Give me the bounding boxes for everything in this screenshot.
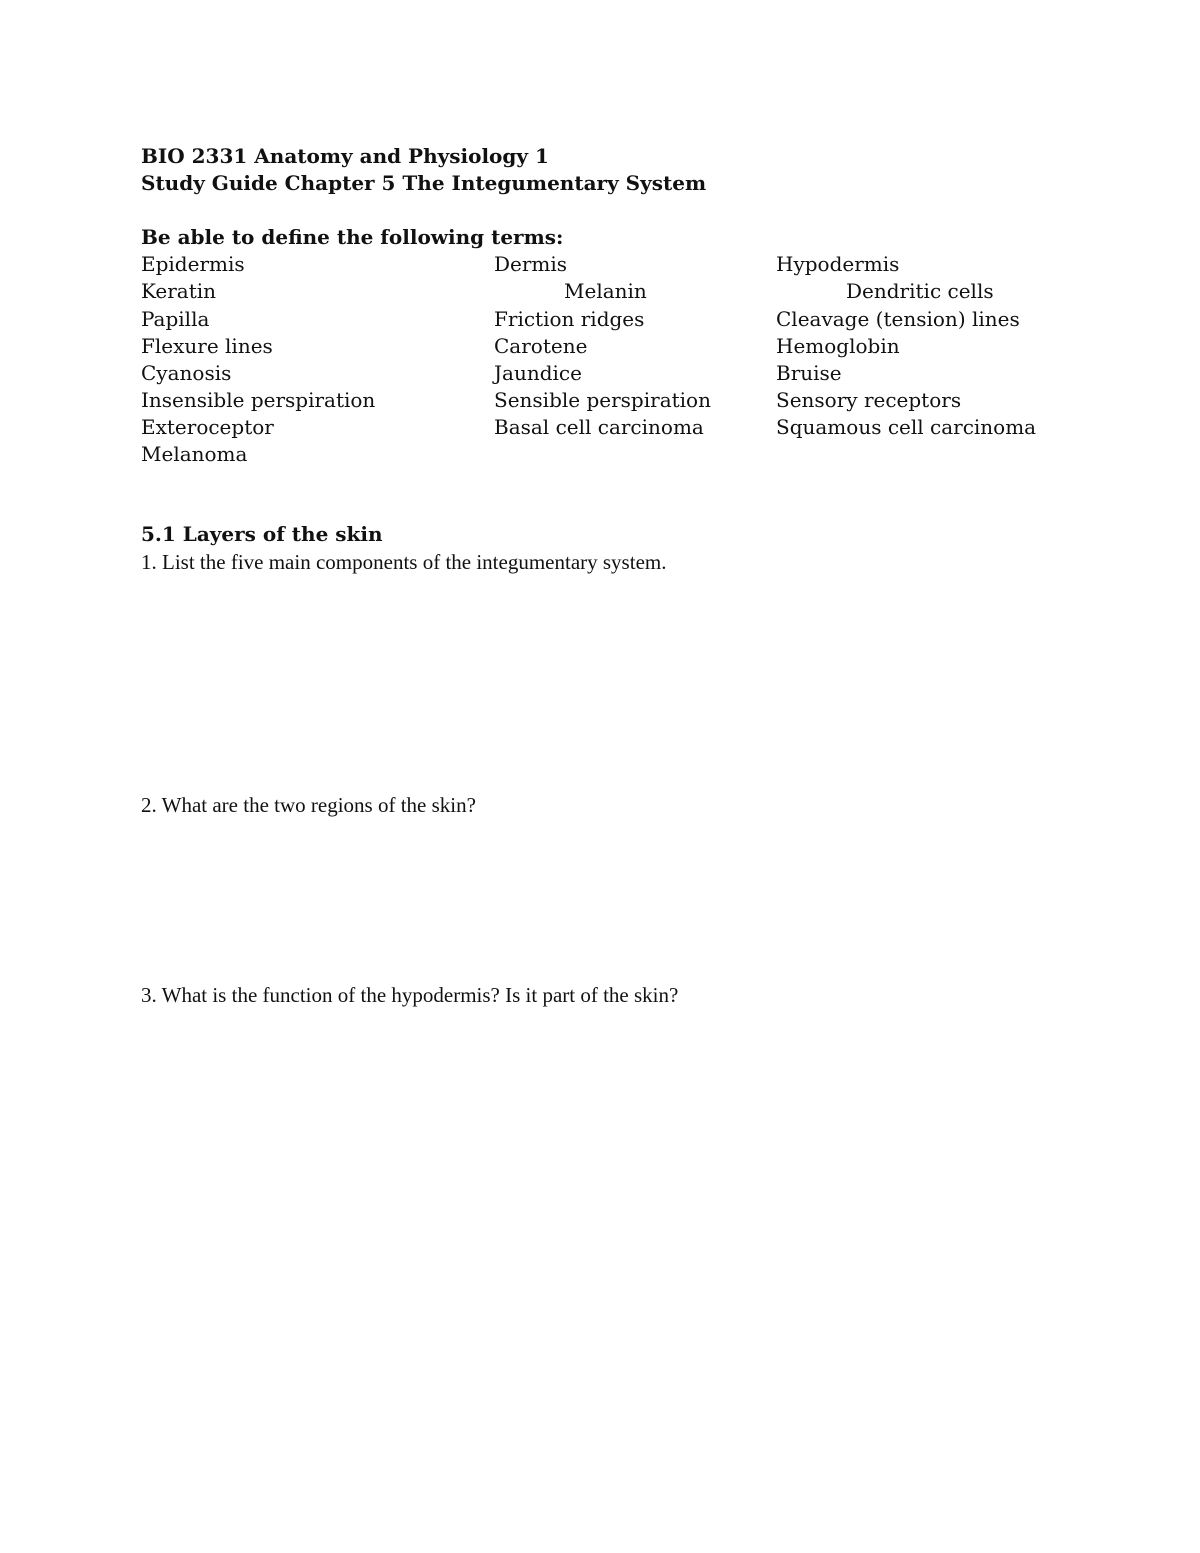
course-title: BIO 2331 Anatomy and Physiology 1: [141, 144, 549, 168]
term-jaundice: Jaundice: [494, 361, 582, 385]
term-melanoma: Melanoma: [141, 442, 248, 466]
term-exteroceptor: Exteroceptor: [141, 415, 274, 439]
term-dermis: Dermis: [494, 252, 568, 276]
term-insensible-perspiration: Insensible perspiration: [141, 388, 376, 412]
term-sensory-receptors: Sensory receptors: [776, 388, 962, 412]
term-cyanosis: Cyanosis: [141, 361, 232, 385]
term-melanin: Melanin: [564, 279, 647, 303]
term-dendritic-cells: Dendritic cells: [846, 279, 994, 303]
term-epidermis: Epidermis: [141, 252, 245, 276]
term-flexure-lines: Flexure lines: [141, 334, 273, 358]
term-hypodermis: Hypodermis: [776, 252, 900, 276]
question-1: 1. List the five main components of the integumentary system.: [141, 550, 667, 574]
terms-heading: Be able to define the following terms:: [141, 225, 564, 249]
term-squamous-cell-carcinoma: Squamous cell carcinoma: [776, 415, 1037, 439]
question-3: 3. What is the function of the hypodermis? Is it part of the skin?: [141, 983, 679, 1007]
term-keratin: Keratin: [141, 279, 217, 303]
term-bruise: Bruise: [776, 361, 842, 385]
section-heading-layers-of-skin: 5.1 Layers of the skin: [141, 522, 383, 546]
term-friction-ridges: Friction ridges: [494, 307, 645, 331]
guide-title: Study Guide Chapter 5 The Integumentary System: [141, 171, 707, 195]
term-basal-cell-carcinoma: Basal cell carcinoma: [494, 415, 704, 439]
term-papilla: Papilla: [141, 307, 210, 331]
term-hemoglobin: Hemoglobin: [776, 334, 900, 358]
question-2: 2. What are the two regions of the skin?: [141, 793, 476, 817]
term-cleavage-lines: Cleavage (tension) lines: [776, 307, 1020, 331]
term-sensible-perspiration: Sensible perspiration: [494, 388, 711, 412]
term-carotene: Carotene: [494, 334, 588, 358]
